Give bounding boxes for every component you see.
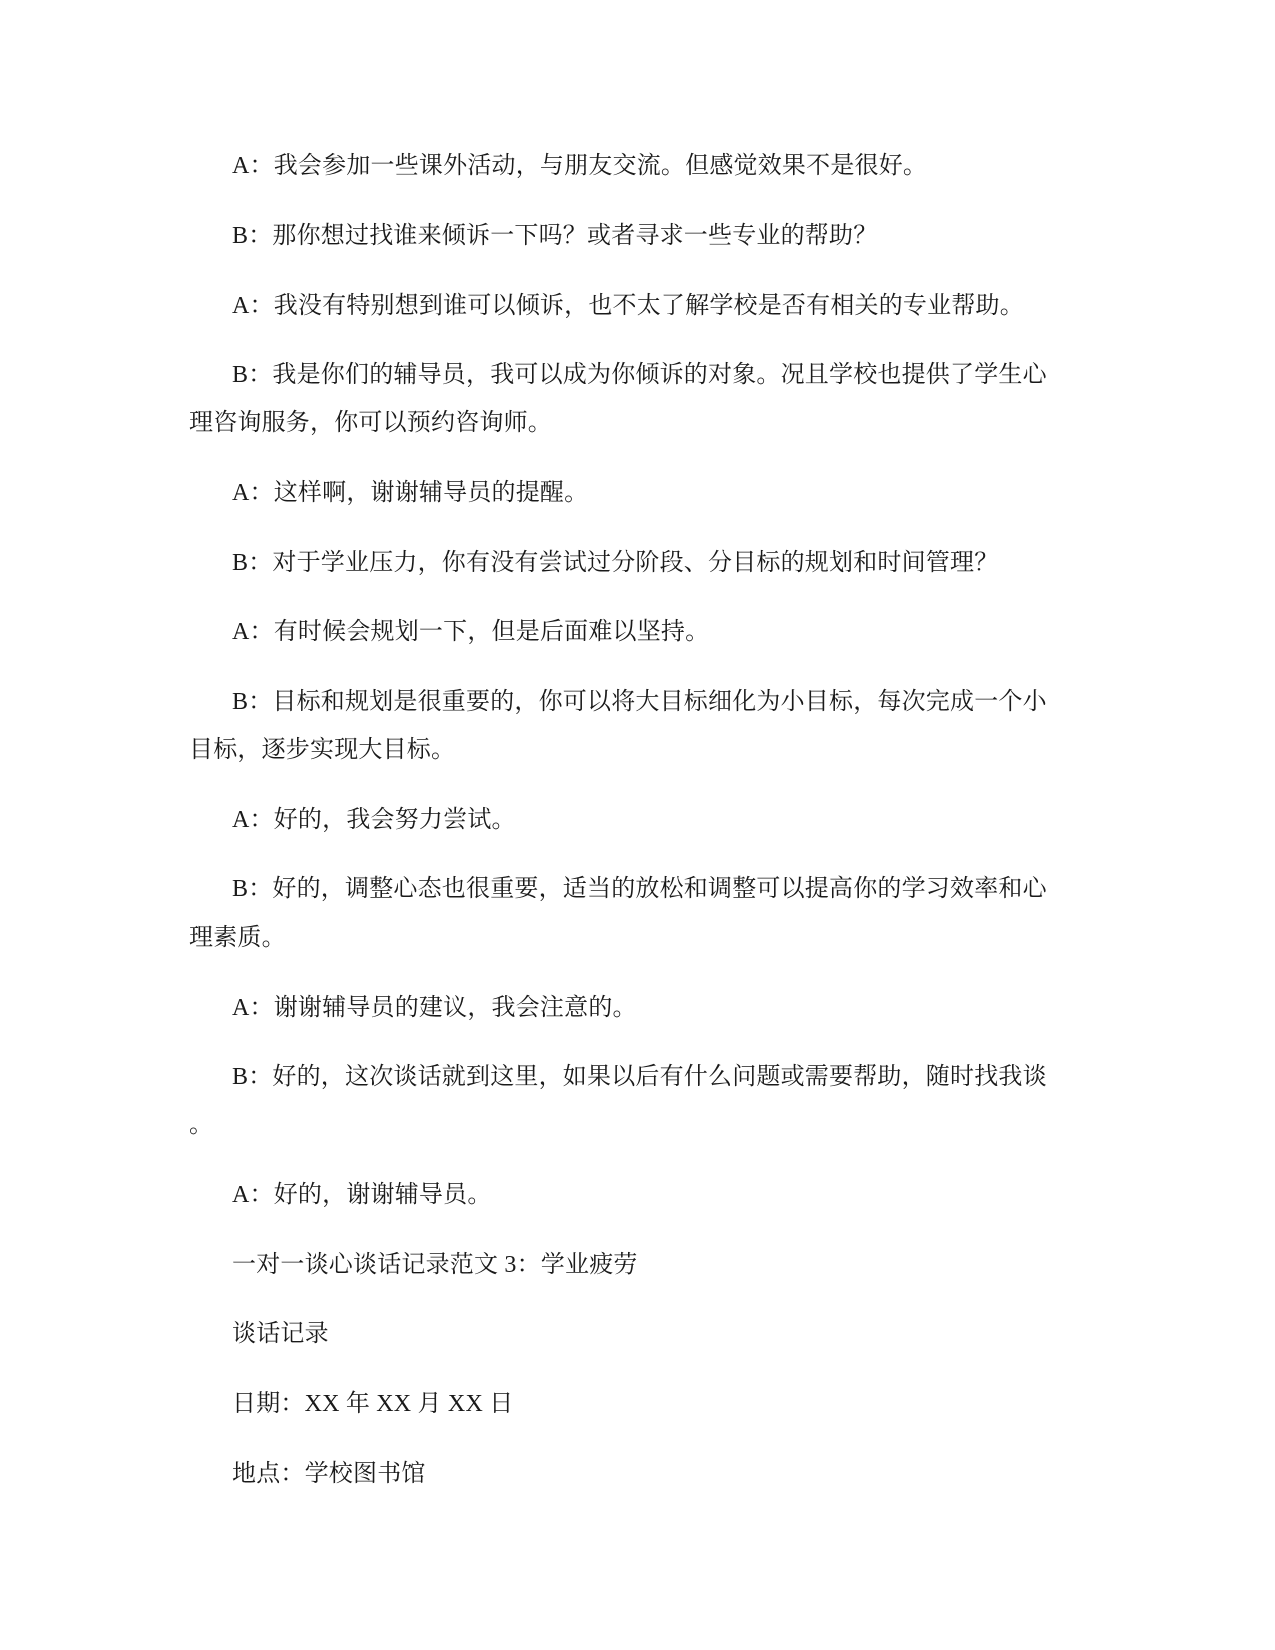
dialogue-line-a-6: A：谢谢辅导员的建议，我会注意的。	[232, 995, 637, 1021]
record-title: 谈话记录	[232, 1321, 329, 1347]
dialogue-line-b-5: B：好的，调整心态也很重要，适当的放松和调整可以提高你的学习效率和心	[232, 876, 1047, 902]
dialogue-line-b-5-continued: 理素质。	[189, 925, 286, 951]
dialogue-line-a-7: A：好的，谢谢辅导员。	[232, 1182, 492, 1208]
dialogue-line-a-5: A：好的，我会努力尝试。	[232, 807, 516, 833]
dialogue-line-b-6: B：好的，这次谈话就到这里，如果以后有什么问题或需要帮助，随时找我谈	[232, 1064, 1047, 1090]
record-location: 地点：学校图书馆	[232, 1461, 426, 1487]
dialogue-line-a-4: A：有时候会规划一下，但是后面难以坚持。	[232, 619, 710, 645]
dialogue-line-b-4: B：目标和规划是很重要的，你可以将大目标细化为小目标，每次完成一个小	[232, 689, 1047, 715]
dialogue-line-a-1: A：我会参加一些课外活动，与朋友交流。但感觉效果不是很好。	[232, 153, 928, 179]
dialogue-line-b-1: B：那你想过找谁来倾诉一下吗？或者寻求一些专业的帮助？	[232, 223, 878, 249]
dialogue-line-a-2: A：我没有特别想到谁可以倾诉，也不太了解学校是否有相关的专业帮助。	[232, 293, 1024, 319]
dialogue-line-b-2-continued: 理咨询服务，你可以预约咨询师。	[189, 410, 552, 436]
record-date: 日期：XX 年 XX 月 XX 日	[232, 1391, 514, 1417]
dialogue-line-b-6-continued: 。	[189, 1112, 214, 1138]
section-heading: 一对一谈心谈话记录范文 3：学业疲劳	[232, 1252, 638, 1278]
dialogue-line-a-3: A：这样啊，谢谢辅导员的提醒。	[232, 480, 589, 506]
dialogue-line-b-4-continued: 目标，逐步实现大目标。	[189, 737, 456, 763]
dialogue-line-b-2: B：我是你们的辅导员，我可以成为你倾诉的对象。况且学校也提供了学生心	[232, 362, 1047, 388]
dialogue-line-b-3: B：对于学业压力，你有没有尝试过分阶段、分目标的规划和时间管理？	[232, 550, 999, 576]
